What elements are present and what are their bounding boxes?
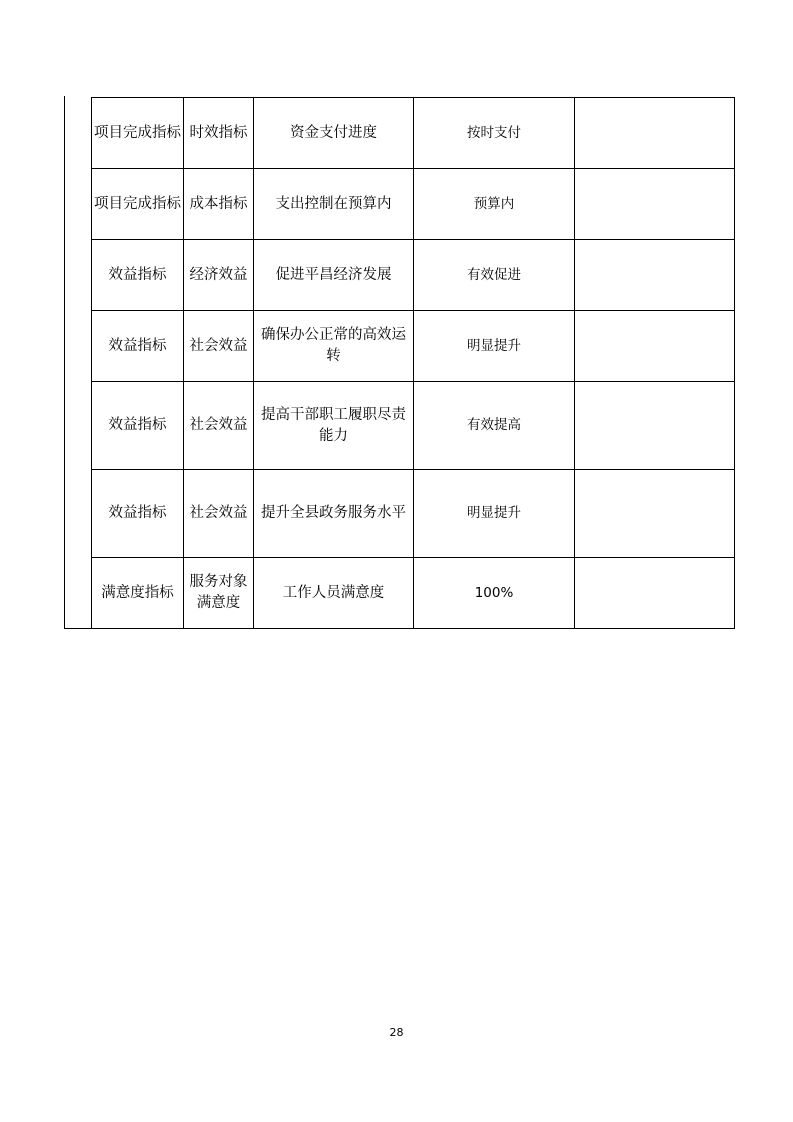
level2-indicator-cell: 经济效益 [184, 240, 254, 311]
note-cell [575, 169, 735, 240]
indicator-value-cell: 预算内 [414, 169, 575, 240]
level2-indicator-cell: 时效指标 [184, 98, 254, 169]
table-row [92, 169, 735, 240]
indicator-value-cell: 100% [414, 558, 575, 629]
performance-indicator-table [91, 97, 735, 629]
level2-indicator-cell: 服务对象满意度 [184, 558, 254, 629]
table-row [92, 470, 735, 558]
indicator-value-cell: 明显提升 [414, 311, 575, 382]
indicator-value-cell: 明显提升 [414, 470, 575, 558]
note-cell [575, 311, 735, 382]
note-cell [575, 470, 735, 558]
table-row [92, 311, 735, 382]
level3-indicator-cell: 工作人员满意度 [254, 558, 414, 629]
indicator-value-cell: 有效提高 [414, 382, 575, 470]
level2-indicator-cell: 社会效益 [184, 311, 254, 382]
level1-indicator-cell: 效益指标 [92, 240, 184, 311]
level1-indicator-cell: 满意度指标 [92, 558, 184, 629]
outer-table-border-left [64, 96, 65, 629]
note-cell [575, 98, 735, 169]
level3-indicator-cell: 提高干部职工履职尽责能力 [254, 382, 414, 470]
level2-indicator-cell: 社会效益 [184, 382, 254, 470]
note-cell [575, 240, 735, 311]
level1-indicator-cell: 效益指标 [92, 311, 184, 382]
level2-indicator-cell: 成本指标 [184, 169, 254, 240]
note-cell [575, 382, 735, 470]
table-row [92, 98, 735, 169]
level1-indicator-cell: 项目完成指标 [92, 169, 184, 240]
level3-indicator-cell: 确保办公正常的高效运转 [254, 311, 414, 382]
note-cell [575, 558, 735, 629]
level1-indicator-cell: 项目完成指标 [92, 98, 184, 169]
table-row [92, 382, 735, 470]
level3-indicator-cell: 资金支付进度 [254, 98, 414, 169]
level1-indicator-cell: 效益指标 [92, 382, 184, 470]
level3-indicator-cell: 提升全县政务服务水平 [254, 470, 414, 558]
indicator-value-cell: 按时支付 [414, 98, 575, 169]
level3-indicator-cell: 促进平昌经济发展 [254, 240, 414, 311]
level3-indicator-cell: 支出控制在预算内 [254, 169, 414, 240]
indicator-value-cell: 有效促进 [414, 240, 575, 311]
level2-indicator-cell: 社会效益 [184, 470, 254, 558]
page-number: 28 [389, 1026, 404, 1039]
table-row [92, 558, 735, 629]
level1-indicator-cell: 效益指标 [92, 470, 184, 558]
table-row [92, 240, 735, 311]
outer-table-border-bottom [64, 628, 92, 629]
